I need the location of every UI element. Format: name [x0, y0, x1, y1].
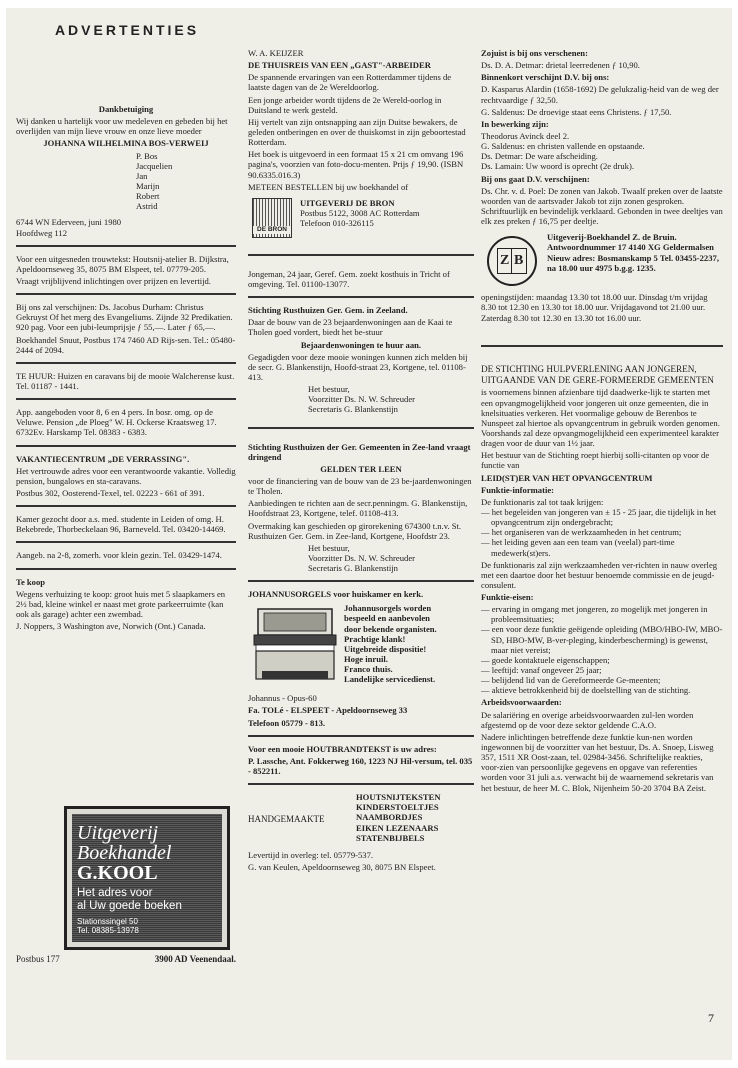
orgel-heading: JOHANNUSORGELS voor huiskamer en kerk.	[248, 589, 424, 600]
jongeman-ad: Jongeman, 24 jaar, Geref. Gem. zoekt kosthuis in Tricht of omgeving. Tel. 01100-13077.	[248, 268, 450, 289]
tehuur-ad: TE HUUR: Huizen en caravans bij de mooie Walcherense kust. Tel. 01187 - 1441.	[16, 370, 235, 391]
family-member: P. Bos	[136, 150, 158, 161]
keijzer-order: METEEN BESTELLEN bij uw boekhandel of	[248, 181, 409, 192]
info-item: het leiding geven aan een team van (veelal) part-time medewerk(st)ers.	[491, 537, 675, 558]
stichting-p2: Het bestuur van de Stichting roept hierbij solli-citanten op voor de functie van	[481, 450, 710, 471]
zb-logo	[487, 236, 537, 286]
bewerking-heading: In bewerking zijn:	[481, 118, 549, 129]
deceased-name: JOHANNA WILHELMINA BOS-VERWEIJ	[43, 138, 209, 149]
handgemaakte-text: Levertijd in overleg: tel. 05779-537.	[248, 850, 374, 861]
rust2-sig1: Het bestuur,	[308, 542, 350, 553]
family-member: Astrid	[136, 201, 158, 212]
keijzer-p4: Het boek is uitgevoerd in een formaat 15 x 21 cm omvang 196 pagina's, voorzien van foto-docu-menten. Prijs ƒ 19,90. (ISBN 90.6335.016.3)	[248, 149, 464, 180]
dankbetuiging-text: Wij danken u hartelijk voor uw medeleven en gebeden bij het overlijden van mijn lieve vrouw en onze lieve moeder	[16, 116, 228, 137]
handgemaakte-block	[248, 792, 474, 850]
handgemaakte-item: EIKEN LEZENAARS	[356, 822, 439, 833]
debron-logo-text: DE BRON	[253, 226, 291, 234]
rust1-sig3: Secretaris G. Blankenstijn	[308, 404, 398, 415]
zb-logo-z: Z	[500, 253, 510, 269]
handgemaakte-address: G. van Keulen, Apeldoornseweg 30, 8075 BN Elspeet.	[248, 862, 436, 873]
rust1-text2: Gegadigden voor deze mooie woningen kunnen zich melden bij de secr. G. Blankenstijn, Hoofd-straat 23, Kortgene, tel. 01108-413.	[248, 351, 468, 382]
rust1-sub: Bejaardenwoningen te huur aan.	[300, 339, 422, 350]
bewerking-item: Ds. Detmar: De ware afscheiding.	[481, 151, 598, 162]
orgel-line: Hoge inruil.	[344, 654, 388, 665]
rust2-text2: Aanbiedingen te richten aan de secr.penningm. G. Blankenstijn, Hoofdstraat 23, Kortgene, telef. 01108-413.	[248, 498, 468, 519]
app-ad: App. aangeboden voor 8, 6 en 4 pers. In bosr. omg. op de Veluwe. Pension „de Ploeg" W. H. Ockerse Kraatsweg 17. 6732Ev. Harskamp Tel. 08383 - 6383.	[16, 407, 217, 438]
vakantie-heading: VAKANTIECENTRUM „DE VERRASSING".	[16, 453, 190, 464]
trouwtekst-ad: Voor een uitgesneden trouwtekst: Houtsnij-atelier B. Dijkstra, Apeldoornseweg 35, 8075 BM Elspeet, tel. 07779-205.	[16, 253, 229, 274]
orgel-line: Prachtige klank!	[344, 633, 406, 644]
dankbetuiging-address: Hoofdweg 112	[16, 227, 67, 238]
eisen-item: belijdend lid van de Gereformeerde Ge-meenten;	[491, 675, 661, 686]
rust2-heading: Stichting Rusthuizen der Ger. Gemeenten in Zee-land vraagt dringend	[248, 441, 471, 462]
keijzer-author: W. A. KEIJZER	[248, 48, 304, 58]
rust1-text: Daar de bouw van de 23 bejaardenwoningen aan de Kaai te Tholen goed vordert, biedt het be-stuur	[248, 317, 453, 338]
zojuist-text: Ds. D. A. Detmar: drietal leerredenen ƒ 10,90.	[481, 60, 640, 71]
kool-line7: Tel. 08385-13978	[77, 926, 139, 936]
debron-logo	[252, 198, 292, 238]
stichting-p1: is voornemens binnen afzienbare tijd daadwerke-lijk te starten met een opvangmogelijkheid voor jongeren uit onze gemeenten, die in knelsituaties verkeren. Het voormalige gebouw de Berenbos te Nunspeet zal hiertoe als opvangcentrum in gebruik worden genomen. Voorshands zal deze opvangmogelijkheid een experimenteel karakter dragen voor de duur van 1½ jaar.	[481, 387, 720, 449]
kamer-ad: Kamer gezocht door a.s. med. studente in Leiden of omg. H. Bekebrede, Thorbeckelaan 96, Barneveld. Tel. 03420-14469.	[16, 514, 226, 535]
zb-openingstijden: openingstijden: maandag 13.30 tot 18.00 uur. Dinsdag t/m vrijdag 8.30 tot 12.30 en 13.30 tot 18.00 uur. Vrijdagavond tot 21.00 uur. Zaterdag 8.30 tot 12.30 en 13.30 tot 16.00 uur.	[481, 292, 708, 323]
dankbetuiging-heading: Dankbetuiging	[98, 104, 154, 114]
rust2-sig3: Secretaris G. Blankenstijn	[308, 563, 398, 574]
binnenkort-text: D. Kasparus Alardin (1658-1692) De gelukzalig-heid van de weg der rechtvaardige ƒ 32,50.	[481, 84, 719, 105]
kool-postbus: Postbus 177	[16, 954, 60, 964]
stichting-heading: DE STICHTING HULPVERLENING AAN JONGEREN, UITGAANDE VAN DE GERE-FORMEERDE GEMEENTEN	[481, 363, 714, 385]
family-member: Marijn	[136, 180, 160, 191]
family-member: Robert	[136, 191, 160, 202]
rust2-sub: GELDEN TER LEEN	[320, 463, 402, 474]
orgel-line: door bekende organisten.	[344, 623, 437, 634]
zb-block	[481, 232, 723, 292]
handgemaakte-item: HOUTSNIJTEKSTEN	[356, 792, 441, 803]
info-paragraph: De funktionaris zal zijn werkzaamheden ver-richten in nauw overleg met een daartoe door het bestuur benoemde commissie en de jeugd-consulent.	[481, 559, 718, 590]
keijzer-p1: De spannende ervaringen van een Rotterdammer tijdens de laatste dagen van de 2e Wereldoorlog.	[248, 72, 452, 93]
keijzer-title: DE THUISREIS VAN EEN „GAST"-ARBEIDER	[248, 60, 431, 71]
info-item: het begeleiden van jongeren van ± 15 - 25 jaar, die tijdelijk in het opvangcentrum zijn ondergebracht;	[491, 506, 717, 528]
eisen-item: ervaring in omgang met jongeren, zo mogelijk met jongeren in probleemsituaties;	[491, 604, 708, 625]
family-list	[136, 151, 236, 212]
kool-city: 3900 AD Veenendaal.	[154, 954, 236, 964]
orgel-block	[248, 601, 474, 693]
orgel-dealer: Fa. TOLé - ELSPEET - Apeldoornseweg 33	[248, 705, 408, 716]
durham-ad-address: Boekhandel Snuut, Postbus 174 7460 AD Rijs-sen. Tel.: 05480-2444 of 2094.	[16, 334, 236, 355]
orgel-line: Johannusorgels worden	[344, 603, 432, 614]
kool-line5: al Uw goede boeken	[77, 899, 182, 912]
kool-line6: Stationssingel 50	[77, 917, 138, 926]
column-3: Zojuist is bij ons verschenen: Ds. D. A. Detmar: drietal leerredenen ƒ 10,90. Binnenkort verschijnt D.V. bij ons: D. Kasparus Alardin (1658-1692) De gelukzalig-heid van de weg der rechtvaardige ƒ 32,50. G. Saldenus: De droevige staat eens Christens. ƒ 17,50. In bewerking zijn: Theodorus Avinck deel 2. G. Saldenus: en christen vallende en opstaande. Ds. Detmar: De ware afscheiding. Ds. Lamain: Uw woord is oprecht (2e druk). Bij ons gaat D.V. verschijnen: Ds. Chr. v. d. Poel: De zonen van Jakob. Twaalf preken over de laatste woorden van de aartsvader Jakob tot zijn zonen gesproken. Schriftuurlijk en bevindelijk verklaard. Gebonden in twee deeltjes van elk zes preken ƒ 16,75 per deeltje. Z B Uitgeverij-Boekhandel Z. de Bruin. Antwoordnummer 17 4140 XG Geldermalsen Nieuw adres: Bosmanskamp 5 Tel. 03455-2237, na 18.00 uur 4975 b.g.g. 1235. openingstijden: maandag 13.30 tot 18.00 uur. Dinsdag t/m vrijdag 8.30 tot 12.30 en 13.30 tot 18.00 uur. Vrijdagavond tot 21.00 uur. Zaterdag 8.30 tot 12.30 en 13.30 tot 16.00 uur. DE STICHTING HULPVERLENING AAN JONGEREN, UITGAANDE VAN DE GERE-FORMEERDE GEMEENTEN is voornemens binnen afzienbare tijd daadwerke-lijk te starten met een opvangmogelijkheid voor jongeren uit onze gemeenten, die in knelsituaties verkeren. Het voormalige gebouw de Berenbos te Nunspeet zal hiertoe als opvangcentrum in gebruik worden genomen. Voorshands zal deze opvangmogelijkheid een experimenteel karakter dragen voor de duur van 1½ jaar. Het bestuur van de Stichting roept hierbij solli-citanten op voor de functie van LEID(ST)ER VAN HET OPVANGCENTRUM Funktie-informatie: De funktionaris zal tot taak krijgen: — het begeleiden van jongeren van ± 15 - 25 jaar, die tijdelijk in het opvangcentrum zijn ondergebracht; — het organiseren van de werkzaamheden in het centrum; — het leiding geven aan een team van (veelal) part-time medewerk(st)ers. De funktionaris zal zijn werkzaamheden ver-richten in nauw overleg met een daartoe door het bestuur benoemde commissie en de jeugd-consulent. Funktie-eisen: — ervaring in omgang met jongeren, zo mogelijk met jongeren in probleemsituaties; — een voor deze funktie geëigende opleiding (MBO/HBO-IW, MBO-SD, HBO-MW, B-ver-pleging, kinderbescherming) is gewenst, maar niet vereist; — goede kontaktuele eigenschappen; — leeftijd: vanaf ongeveer 25 jaar; — belijdend lid van de Gereformeerde Ge-meenten; — aktieve betrokkenheid bij de doelstelling van de stichting. Arbeidsvoorwaarden: De salariëring en overige arbeidsvoorwaarden zul-len worden afgestemd op de voor deze sektor geldende C.A.O. Nadere inlichtingen betreffende deze funktie kun-nen worden ingewonnen bij de voorzitter van het bestuur, Ds. A. Snoep, Lisweg 357, 1511 XR Oost-zaan, tel. 02984-3456. Schriftelijke reakties, voor-zien van persoonlijke gegevens en opgave van referenties worden voor 31 juli a.s. verwacht bij de waarnemend sekretaris van het bestuur, de heer M. C. Blok, Nijenheim 50-20 3704 BA Zeist.	[481, 48, 723, 793]
kool-line1: Uitgeverij	[77, 822, 159, 844]
bijons-heading: Bij ons gaat D.V. verschijnen:	[481, 173, 590, 184]
zojuist-heading: Zojuist is bij ons verschenen:	[481, 48, 588, 58]
tekoop-address: J. Noppers, 3 Washington ave, Norwich (Ont.) Canada.	[16, 621, 206, 632]
info-heading: Funktie-informatie:	[481, 484, 555, 495]
eisen-heading: Funktie-eisen:	[481, 592, 534, 603]
eisen-item: aktieve betrokkenheid bij de doelstelling van de stichting.	[491, 685, 691, 696]
durham-ad: Bij ons zal verschijnen: Ds. Jacobus Durham: Christus Gekruyst Of het merg des Evangeliums. Zijnde 32 Predikatien. 920 pag. Voor een jubi-leumprijsje ƒ 55,—. Later ƒ 65,—.	[16, 302, 233, 333]
kool-ad-box	[64, 806, 230, 950]
organ-icon	[252, 605, 338, 683]
orgel-line: Franco thuis.	[344, 664, 393, 675]
keijzer-p3: Hij vertelt van zijn ontsnapping aan zijn Duitse bewakers, de geleden ontberingen en over de thuiskomst in zijn geboortestad Rotterdam.	[248, 116, 466, 148]
bewerking-item: Theodorus Avinck deel 2.	[481, 130, 570, 141]
kool-line3: G.KOOL	[77, 862, 158, 884]
page-title: ADVERTENTIES	[54, 22, 200, 38]
trouwtekst-ad-info: Vraagt vrijblijvend inlichtingen over prijzen en levertijd.	[16, 275, 211, 286]
rust1-sig2: Voorzitter Ds. N. W. Schreuder	[308, 394, 416, 405]
bijons-text: Ds. Chr. v. d. Poel: De zonen van Jakob. Twaalf preken over de laatste woorden van de aartsvader Jakob tot zijn zonen gesproken. Schriftuurlijk en bevindelijk verklaard. Gebonden in twee deeltjes van elk zes preken ƒ 16,75 per deeltje.	[481, 185, 723, 227]
page-number: 7	[708, 1011, 714, 1025]
eisen-item: goede kontaktuele eigenschappen;	[491, 654, 610, 665]
eisen-item: leeftijd: vanaf ongeveer 25 jaar;	[491, 665, 602, 676]
bewerking-item: G. Saldenus: en christen vallende en opstaande.	[481, 141, 645, 152]
rust1-heading: Stichting Rusthuizen Ger. Gem. in Zeeland.	[248, 305, 408, 316]
kool-line4: Het adres voor	[77, 887, 153, 899]
info-intro: De funktionaris zal tot taak krijgen:	[481, 496, 604, 507]
rust2-text: voor de financiering van de bouw van de 23 be-jaardenwoningen te Tholen.	[248, 475, 472, 497]
debron-phone: Telefoon 010-326115	[300, 218, 374, 229]
eisen-item: een voor deze funktie geëigende opleiding (MBO/HBO-IW, MBO-SD, HBO-MW, B-ver-pleging, kinderbescherming) is gewenst, maar niet vereist;	[491, 624, 723, 655]
handgemaakte-item: KINDERSTOELTJES	[356, 802, 439, 813]
kool-line2: Boekhandel	[77, 842, 172, 864]
orgel-model: Johannus - Opus-60	[248, 693, 317, 704]
voorwaarden-text: De salariëring en overige arbeidsvoorwaarden zul-len worden afgestemd op de voor deze sektor geldende C.A.O.	[481, 709, 694, 730]
rust2-text3: Overmaking kan geschieden op girorekening 674300 t.n.v. St. Rusthuizen Ger. Gem. in Zee-land, Kortgene, Hoofdstr 23.	[248, 520, 462, 541]
orgel-phone: Telefoon 05779 - 813.	[248, 717, 326, 728]
vakantie-text: Het vertrouwde adres voor een verantwoorde vakantie. Volledig pension, bungalows en sta-caravans.	[16, 465, 236, 486]
aangeb-ad: Aangeb. na 2-8, zomerh. voor klein gezin. Tel. 03429-1474.	[16, 550, 222, 561]
orgel-line: Uitgebreide dispositie!	[344, 643, 427, 654]
column-2	[248, 42, 474, 874]
keijzer-p2: Een jonge arbeider wordt tijdens de 2e Wereld-oorlog in Duitsland te werk gesteld.	[248, 94, 442, 115]
zb-text: Uitgeverij-Boekhandel Z. de Bruin. Antwoordnummer 17 4140 XG Geldermalsen Nieuw adres: Bosmanskamp 5 Tel. 03455-2237, na 18.00 uur 4975 b.g.g. 1235.	[547, 232, 719, 273]
stichting-function: LEID(ST)ER VAN HET OPVANGCENTRUM	[481, 472, 653, 483]
zb-logo-b: B	[514, 253, 524, 269]
tekoop-text: Wegens verhuizing te koop: groot huis met 5 slaapkamers en 2½ bad, kleine winkel er naast met grote parkeerruimte (kan ook als garage) achter een zwembad.	[16, 588, 226, 619]
rust2-sig2: Voorzitter Ds. N. W. Schreuder	[308, 552, 416, 563]
voorwaarden-heading: Arbeidsvoorwaarden:	[481, 697, 562, 708]
handgemaakte-item: STATENBIJBELS	[356, 832, 425, 843]
tekoop-heading: Te koop	[16, 576, 46, 587]
handgemaakte-label: HANDGEMAAKTE	[248, 814, 325, 825]
family-member: Jan	[136, 170, 148, 181]
orgel-line: bespeeld en aanbevolen	[344, 613, 430, 624]
column-1	[16, 42, 236, 964]
orgel-line: Landelijke servicedienst.	[344, 674, 436, 685]
rust1-sig1: Het bestuur,	[308, 384, 350, 395]
binnenkort-heading: Binnenkort verschijnt D.V. bij ons:	[481, 72, 610, 83]
kool-footer	[16, 954, 236, 965]
debron-name: UITGEVERIJ DE BRON	[300, 197, 395, 208]
binnenkort-text2: G. Saldenus: De droevige staat eens Christens. ƒ 17,50.	[481, 106, 672, 117]
houtbrand-address: P. Lassche, Ant. Fokkerweg 160, 1223 NJ Hil-versum, tel. 035 - 852211.	[248, 755, 473, 777]
handgemaakte-item: NAAMBORDJES	[356, 812, 423, 823]
dankbetuiging-place: 6744 WN Ederveen, juni 1980	[16, 217, 122, 228]
debron-block	[248, 196, 474, 244]
debron-address: Postbus 5122, 3008 AC Rotterdam	[300, 207, 420, 218]
houtbrand-ad: Voor een mooie HOUTBRANDTEKST is uw adres:	[248, 743, 437, 754]
stichting-final: Nadere inlichtingen betreffende deze funktie kun-nen worden ingewonnen bij de voorzitter van het bestuur, Ds. A. Snoep, Lisweg 357, 1511 XR Oost-zaan, tel. 02984-3456. Schriftelijke reakties, voor-zien van persoonlijke gegevens en opgave van referenties worden voor 31 juli a.s. verwacht bij de waarnemend sekretaris van het bestuur, de heer M. C. Blok, Nijenheim 50-20 3704 BA Zeist.	[481, 731, 714, 793]
info-item: het organiseren van de werkzaamheden in het centrum;	[491, 527, 682, 538]
bewerking-item: Ds. Lamain: Uw woord is oprecht (2e druk).	[481, 161, 634, 172]
family-member: Jacquelien	[136, 160, 173, 171]
vakantie-address: Postbus 302, Oosterend-Texel, tel. 02223 - 661 of 391.	[16, 487, 205, 498]
newspaper-page	[6, 8, 732, 1060]
